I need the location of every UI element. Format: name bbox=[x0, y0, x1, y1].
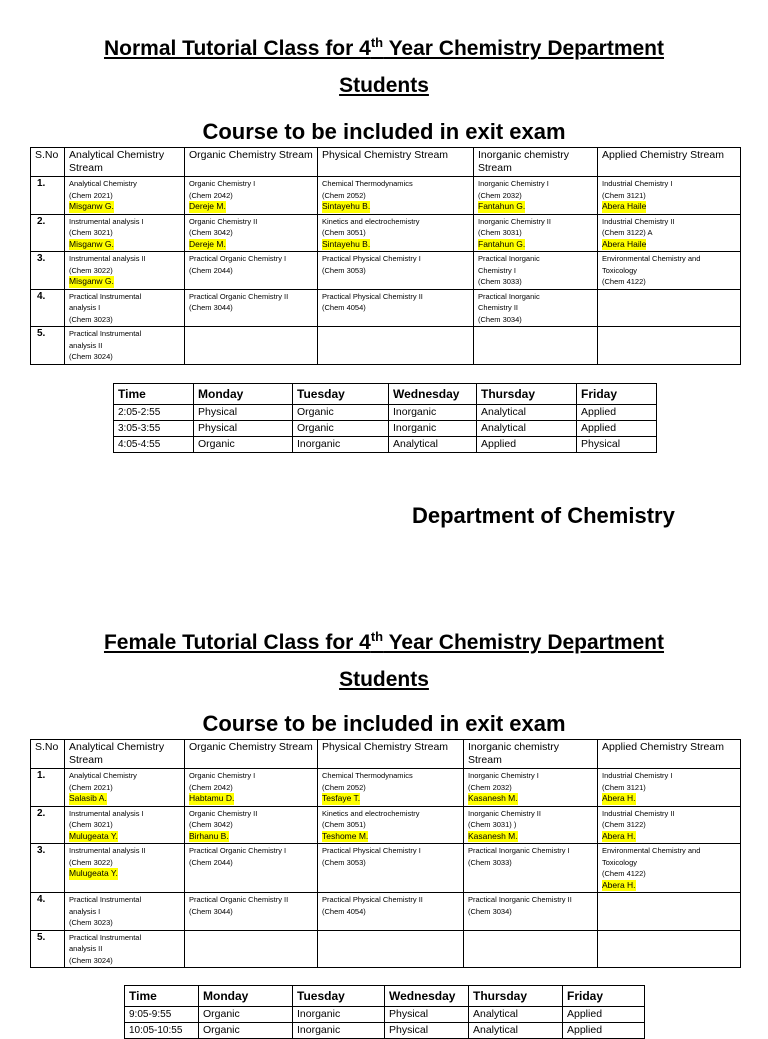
instructor-name: Fantahun G. bbox=[478, 201, 526, 211]
instructor-name: Misganw G. bbox=[69, 201, 114, 211]
course-line: Instrumental analysis II bbox=[69, 254, 146, 263]
instructor-name: Abera H. bbox=[602, 830, 636, 841]
stream-header: Analytical Chemistry Stream bbox=[65, 148, 185, 177]
instructor-name: Dereje M. bbox=[189, 201, 226, 211]
course-line: (Chem 2032) bbox=[478, 190, 522, 200]
schedule-header: Time bbox=[125, 986, 199, 1007]
instructor-name: Misganw G. bbox=[69, 276, 114, 286]
schedule-header: Monday bbox=[199, 986, 293, 1007]
course-line: Inorganic Chemistry I bbox=[478, 179, 549, 188]
instructor-wrap bbox=[478, 239, 593, 251]
course-line: Analytical Chemistry bbox=[69, 771, 137, 780]
course-line: Practical Inorganic Chemistry II bbox=[468, 895, 572, 904]
course-line: Organic Chemistry II bbox=[189, 216, 258, 226]
course-line: Instrumental analysis I bbox=[69, 216, 144, 226]
schedule-cell: Physical bbox=[385, 1007, 469, 1023]
course-line: (Chem 3121) bbox=[602, 190, 646, 200]
course-cell bbox=[598, 769, 741, 807]
course-line: Practical Organic Chemistry II bbox=[189, 291, 289, 301]
schedule-header: Tuesday bbox=[293, 986, 385, 1007]
course-line: Organic Chemistry I bbox=[189, 771, 256, 780]
course-cell bbox=[185, 327, 318, 365]
schedule-row bbox=[125, 1023, 645, 1039]
schedule-header: Wednesday bbox=[385, 986, 469, 1007]
course-line: Industrial Chemistry I bbox=[602, 179, 673, 188]
table-row bbox=[31, 289, 741, 327]
time-slot: 10:05-10:55 bbox=[125, 1023, 199, 1039]
female-subtitle: Course to be included in exit exam bbox=[202, 711, 566, 736]
course-line: (Chem 3122) bbox=[602, 820, 646, 829]
schedule-header: Tuesday bbox=[293, 384, 389, 405]
instructor-wrap bbox=[69, 201, 180, 213]
course-line: (Chem 3034) bbox=[478, 314, 522, 324]
course-line: (Chem 3024) bbox=[69, 352, 113, 361]
normal-course-table-wrap bbox=[30, 147, 741, 365]
time-slot: 4:05-4:55 bbox=[114, 437, 194, 453]
schedule-cell: Physical bbox=[194, 421, 293, 437]
instructor-name: Tesfaye T. bbox=[322, 793, 361, 803]
schedule-header: Monday bbox=[194, 384, 293, 405]
course-cell bbox=[185, 177, 318, 215]
schedule-header-row bbox=[114, 384, 657, 405]
course-cell bbox=[65, 844, 185, 893]
course-cell bbox=[464, 769, 598, 807]
course-line: Practical Inorganic Chemistry I bbox=[468, 846, 570, 855]
course-line: (Chem 3033) bbox=[478, 277, 522, 286]
course-cell bbox=[65, 214, 185, 252]
sn-header: S.No bbox=[31, 740, 65, 769]
instructor-wrap bbox=[322, 793, 459, 805]
female-course-table-wrap bbox=[30, 739, 741, 968]
female-title-sup: th bbox=[370, 629, 384, 644]
time-slot: 2:05-2:55 bbox=[114, 405, 194, 421]
course-line: Analytical Chemistry bbox=[69, 179, 137, 188]
row-number: 3. bbox=[31, 252, 65, 290]
instructor-name: Abera H. bbox=[602, 879, 636, 890]
course-cell bbox=[318, 327, 474, 365]
course-cell bbox=[464, 930, 598, 968]
normal-course-table bbox=[30, 147, 741, 365]
course-line: analysis I bbox=[69, 303, 101, 312]
course-cell bbox=[598, 806, 741, 844]
schedule-cell: Organic bbox=[293, 405, 389, 421]
schedule-cell: Organic bbox=[199, 1023, 293, 1039]
schedule-cell: Inorganic bbox=[293, 437, 389, 453]
course-line: (Chem 3042) bbox=[189, 820, 233, 829]
course-line: (Chem 3022) bbox=[69, 265, 113, 275]
course-line: Practical Inorganic bbox=[478, 254, 540, 263]
schedule-row bbox=[114, 421, 657, 437]
instructor-name: Sintayehu B. bbox=[322, 201, 371, 211]
instructor-name: Sintayehu B. bbox=[322, 238, 371, 249]
course-line: (Chem 2032) bbox=[468, 782, 512, 792]
course-cell bbox=[474, 252, 598, 290]
instructor-name: Mulugeata Y. bbox=[69, 830, 118, 841]
course-cell bbox=[65, 806, 185, 844]
course-line: (Chem 3022) bbox=[69, 857, 113, 867]
schedule-header: Wednesday bbox=[389, 384, 477, 405]
course-line: analysis I bbox=[69, 906, 101, 916]
schedule-cell: Analytical bbox=[469, 1023, 563, 1039]
course-cell bbox=[598, 930, 741, 968]
row-number: 2. bbox=[31, 214, 65, 252]
course-line: Instrumental analysis I bbox=[69, 808, 144, 818]
schedule-header: Time bbox=[114, 384, 194, 405]
table-row bbox=[31, 806, 741, 844]
course-cell bbox=[464, 806, 598, 844]
stream-header: Analytical Chemistry Stream bbox=[65, 740, 185, 769]
normal-title-sup: th bbox=[370, 35, 384, 50]
course-line: Practical Physical Chemistry II bbox=[322, 895, 423, 904]
course-line: Inorganic Chemistry II bbox=[478, 216, 551, 226]
row-number: 4. bbox=[31, 893, 65, 931]
course-cell bbox=[318, 844, 464, 893]
course-cell bbox=[474, 177, 598, 215]
course-line: Organic Chemistry II bbox=[189, 808, 258, 818]
course-cell bbox=[318, 806, 464, 844]
course-cell bbox=[65, 769, 185, 807]
time-slot: 9:05-9:55 bbox=[125, 1007, 199, 1023]
course-line: Practical Instrumental bbox=[69, 932, 142, 942]
instructor-wrap bbox=[478, 201, 593, 213]
instructor-name: Abera H. bbox=[602, 793, 636, 803]
course-line: Practical Physical Chemistry II bbox=[322, 291, 423, 301]
course-line: (Chem 3021) bbox=[69, 820, 113, 829]
schedule-cell: Inorganic bbox=[293, 1023, 385, 1039]
course-line: (Chem 4122) bbox=[602, 277, 646, 286]
instructor-wrap bbox=[602, 793, 736, 805]
course-cell bbox=[185, 844, 318, 893]
course-line: Practical Instrumental bbox=[69, 895, 142, 904]
course-cell bbox=[464, 844, 598, 893]
course-line: Practical Organic Chemistry I bbox=[189, 846, 287, 855]
course-cell bbox=[318, 769, 464, 807]
course-cell bbox=[185, 289, 318, 327]
schedule-row bbox=[125, 1007, 645, 1023]
schedule-header: Friday bbox=[577, 384, 657, 405]
course-cell bbox=[464, 893, 598, 931]
course-line: Practical Organic Chemistry II bbox=[189, 895, 289, 904]
course-line: (Chem 3021) bbox=[69, 228, 113, 237]
course-line: (Chem 3053) bbox=[322, 857, 366, 867]
female-title-line2 bbox=[0, 668, 768, 692]
schedule-cell: Applied bbox=[577, 421, 657, 437]
table-row bbox=[31, 177, 741, 215]
course-line: (Chem 2042) bbox=[189, 782, 233, 792]
course-line: Toxicology bbox=[602, 265, 638, 275]
course-line: Practical Organic Chemistry I bbox=[189, 254, 287, 263]
course-cell bbox=[598, 893, 741, 931]
instructor-name: Mulugeata Y. bbox=[69, 868, 118, 878]
stream-header: Applied Chemistry Stream bbox=[598, 148, 741, 177]
instructor-wrap bbox=[602, 201, 736, 213]
instructor-wrap bbox=[69, 793, 180, 805]
course-line: (Chem 2052) bbox=[322, 782, 366, 792]
course-cell bbox=[598, 177, 741, 215]
stream-header: Physical Chemistry Stream bbox=[318, 148, 474, 177]
course-cell bbox=[65, 177, 185, 215]
course-line: (Chem 3033) bbox=[468, 857, 512, 867]
instructor-name: Teshome M. bbox=[322, 830, 369, 841]
course-line: Chemistry I bbox=[478, 265, 516, 275]
normal-schedule-wrap bbox=[113, 383, 657, 453]
table-row bbox=[31, 769, 741, 807]
schedule-header: Thursday bbox=[477, 384, 577, 405]
course-line: Environmental Chemistry and bbox=[602, 254, 701, 263]
table-row bbox=[31, 327, 741, 365]
course-line: Industrial Chemistry II bbox=[602, 216, 675, 226]
instructor-name: Kasanesh M. bbox=[468, 830, 518, 841]
course-line: Kinetics and electrochemistry bbox=[322, 216, 420, 226]
instructor-name: Kasanesh M. bbox=[468, 793, 518, 803]
schedule-header: Thursday bbox=[469, 986, 563, 1007]
course-line: (Chem 2042) bbox=[189, 190, 233, 200]
course-line: (Chem 2021) bbox=[69, 190, 113, 200]
female-title-text: Female Tutorial Class for 4 bbox=[103, 631, 371, 654]
course-cell bbox=[65, 893, 185, 931]
course-cell bbox=[185, 252, 318, 290]
course-line: analysis II bbox=[69, 944, 103, 953]
course-line: (Chem 3024) bbox=[69, 955, 113, 965]
course-line: (Chem 2044) bbox=[189, 265, 233, 275]
course-cell bbox=[318, 177, 474, 215]
table-row bbox=[31, 214, 741, 252]
course-cell bbox=[318, 252, 474, 290]
course-line: (Chem 4122) bbox=[602, 869, 646, 878]
stream-header: Inorganic chemistry Stream bbox=[464, 740, 598, 769]
female-title-text-b: Year Chemistry Department bbox=[383, 631, 665, 654]
instructor-name: Abera Haile bbox=[602, 238, 647, 249]
normal-title-text-b: Year Chemistry Department bbox=[383, 37, 665, 60]
schedule-cell: Physical bbox=[577, 437, 657, 453]
instructor-wrap bbox=[189, 201, 313, 213]
instructor-wrap bbox=[69, 276, 180, 288]
course-line: (Chem 3044) bbox=[189, 906, 233, 916]
instructor-name: Abera Haile bbox=[602, 201, 647, 211]
schedule-cell: Analytical bbox=[389, 437, 477, 453]
schedule-cell: Inorganic bbox=[389, 405, 477, 421]
female-title bbox=[0, 629, 768, 655]
female-title-line2-text: Students bbox=[339, 668, 429, 691]
course-line: Industrial Chemistry II bbox=[602, 808, 675, 818]
course-line: (Chem 2021) bbox=[69, 782, 113, 792]
instructor-wrap bbox=[468, 793, 593, 805]
course-cell bbox=[185, 893, 318, 931]
schedule-cell: Analytical bbox=[477, 405, 577, 421]
course-line: Chemical Thermodynamics bbox=[322, 179, 413, 188]
stream-header: Organic Chemistry Stream bbox=[185, 740, 318, 769]
course-cell bbox=[598, 844, 741, 893]
course-line: (Chem 3044) bbox=[189, 303, 233, 312]
instructor-name: Misganw G. bbox=[69, 238, 114, 249]
row-number: 1. bbox=[31, 177, 65, 215]
stream-header: Inorganic chemistry Stream bbox=[474, 148, 598, 177]
instructor-wrap bbox=[602, 880, 736, 892]
instructor-wrap bbox=[189, 831, 313, 843]
table-header-row bbox=[31, 148, 741, 177]
schedule-cell: Organic bbox=[293, 421, 389, 437]
table-row bbox=[31, 930, 741, 968]
course-cell bbox=[65, 930, 185, 968]
schedule-cell: Organic bbox=[199, 1007, 293, 1023]
instructor-wrap bbox=[69, 239, 180, 251]
instructor-name: Birhanu B. bbox=[189, 830, 229, 841]
table-header-row bbox=[31, 740, 741, 769]
course-line: Environmental Chemistry and bbox=[602, 846, 701, 855]
course-line: (Chem 3122) A bbox=[602, 228, 653, 237]
time-slot: 3:05-3:55 bbox=[114, 421, 194, 437]
stream-header: Physical Chemistry Stream bbox=[318, 740, 464, 769]
stream-header: Applied Chemistry Stream bbox=[598, 740, 741, 769]
schedule-cell: Applied bbox=[577, 405, 657, 421]
course-line: (Chem 3053) bbox=[322, 265, 366, 275]
course-cell bbox=[474, 289, 598, 327]
course-line: Inorganic Chemistry II bbox=[468, 808, 541, 818]
course-line: Practical Instrumental bbox=[69, 291, 142, 301]
course-line: Instrumental analysis II bbox=[69, 846, 146, 855]
course-line: (Chem 4054) bbox=[322, 303, 366, 312]
course-cell bbox=[318, 893, 464, 931]
course-line: Practical Physical Chemistry I bbox=[322, 846, 421, 855]
instructor-name: Fantahun G. bbox=[478, 238, 526, 249]
course-line: Toxicology bbox=[602, 857, 638, 867]
course-line: (Chem 3034) bbox=[468, 906, 512, 916]
course-cell bbox=[65, 289, 185, 327]
schedule-cell: Applied bbox=[477, 437, 577, 453]
course-cell bbox=[65, 327, 185, 365]
course-line: Inorganic Chemistry I bbox=[468, 771, 539, 780]
instructor-name: Salasib A. bbox=[69, 793, 107, 803]
row-number: 4. bbox=[31, 289, 65, 327]
course-line: (Chem 2052) bbox=[322, 190, 366, 200]
schedule-header-row bbox=[125, 986, 645, 1007]
instructor-wrap bbox=[322, 239, 469, 251]
course-cell bbox=[185, 769, 318, 807]
normal-title-line2-text: Students bbox=[339, 74, 429, 97]
schedule-header: Friday bbox=[563, 986, 645, 1007]
normal-schedule-table bbox=[113, 383, 657, 453]
department-name: Department of Chemistry bbox=[412, 503, 675, 528]
course-line: (Chem 3051) bbox=[322, 820, 366, 829]
row-number: 1. bbox=[31, 769, 65, 807]
course-cell bbox=[474, 327, 598, 365]
course-cell bbox=[598, 214, 741, 252]
schedule-cell: Inorganic bbox=[389, 421, 477, 437]
normal-subtitle: Course to be included in exit exam bbox=[202, 119, 566, 144]
course-line: (Chem 3023) bbox=[69, 314, 113, 324]
schedule-cell: Physical bbox=[385, 1023, 469, 1039]
row-number: 3. bbox=[31, 844, 65, 893]
course-line: (Chem 3023) bbox=[69, 918, 113, 927]
female-course-table bbox=[30, 739, 741, 968]
instructor-wrap bbox=[189, 239, 313, 251]
schedule-cell: Physical bbox=[194, 405, 293, 421]
table-row bbox=[31, 252, 741, 290]
schedule-cell: Applied bbox=[563, 1007, 645, 1023]
course-cell bbox=[318, 930, 464, 968]
schedule-row bbox=[114, 437, 657, 453]
table-row bbox=[31, 893, 741, 931]
table-row bbox=[31, 844, 741, 893]
course-line: (Chem 3051) bbox=[322, 228, 366, 237]
row-number: 5. bbox=[31, 327, 65, 365]
schedule-row bbox=[114, 405, 657, 421]
sn-header: S.No bbox=[31, 148, 65, 177]
instructor-wrap bbox=[322, 201, 469, 213]
schedule-cell: Applied bbox=[563, 1023, 645, 1039]
instructor-wrap bbox=[322, 831, 459, 843]
instructor-wrap bbox=[189, 793, 313, 805]
course-cell bbox=[598, 252, 741, 290]
course-line: Industrial Chemistry I bbox=[602, 771, 673, 780]
course-line: Chemistry II bbox=[478, 303, 519, 312]
schedule-cell: Inorganic bbox=[293, 1007, 385, 1023]
course-cell bbox=[185, 214, 318, 252]
instructor-wrap bbox=[602, 239, 736, 251]
course-line: Kinetics and electrochemistry bbox=[322, 808, 420, 818]
instructor-wrap bbox=[602, 831, 736, 843]
course-cell bbox=[598, 327, 741, 365]
course-line: (Chem 3031) ) bbox=[468, 820, 517, 829]
instructor-wrap bbox=[69, 831, 180, 843]
course-line: (Chem 3121) bbox=[602, 782, 646, 792]
course-cell bbox=[185, 930, 318, 968]
course-cell bbox=[598, 289, 741, 327]
course-cell bbox=[185, 806, 318, 844]
course-line: (Chem 4054) bbox=[322, 906, 366, 916]
course-line: (Chem 3031) bbox=[478, 228, 522, 237]
schedule-cell: Analytical bbox=[477, 421, 577, 437]
course-line: Practical Inorganic bbox=[478, 291, 540, 301]
normal-title-text: Normal Tutorial Class for 4 bbox=[103, 37, 371, 60]
normal-title-line2 bbox=[0, 74, 768, 98]
course-line: Chemical Thermodynamics bbox=[322, 771, 413, 780]
schedule-cell: Organic bbox=[194, 437, 293, 453]
course-line: Practical Instrumental bbox=[69, 329, 142, 338]
course-line: Organic Chemistry I bbox=[189, 179, 256, 188]
row-number: 2. bbox=[31, 806, 65, 844]
female-schedule-wrap bbox=[124, 985, 645, 1039]
course-cell bbox=[65, 252, 185, 290]
instructor-name: Habtamu D. bbox=[189, 793, 235, 803]
schedule-cell: Analytical bbox=[469, 1007, 563, 1023]
course-line: Practical Physical Chemistry I bbox=[322, 254, 421, 263]
instructor-wrap bbox=[69, 868, 180, 880]
course-line: analysis II bbox=[69, 340, 103, 350]
course-line: (Chem 2044) bbox=[189, 857, 233, 867]
female-schedule-table bbox=[124, 985, 645, 1039]
course-cell bbox=[318, 214, 474, 252]
course-cell bbox=[474, 214, 598, 252]
stream-header: Organic Chemistry Stream bbox=[185, 148, 318, 177]
row-number: 5. bbox=[31, 930, 65, 968]
instructor-name: Dereje M. bbox=[189, 238, 226, 249]
course-line: (Chem 3042) bbox=[189, 228, 233, 237]
course-cell bbox=[318, 289, 474, 327]
instructor-wrap bbox=[468, 831, 593, 843]
normal-title bbox=[0, 35, 768, 61]
